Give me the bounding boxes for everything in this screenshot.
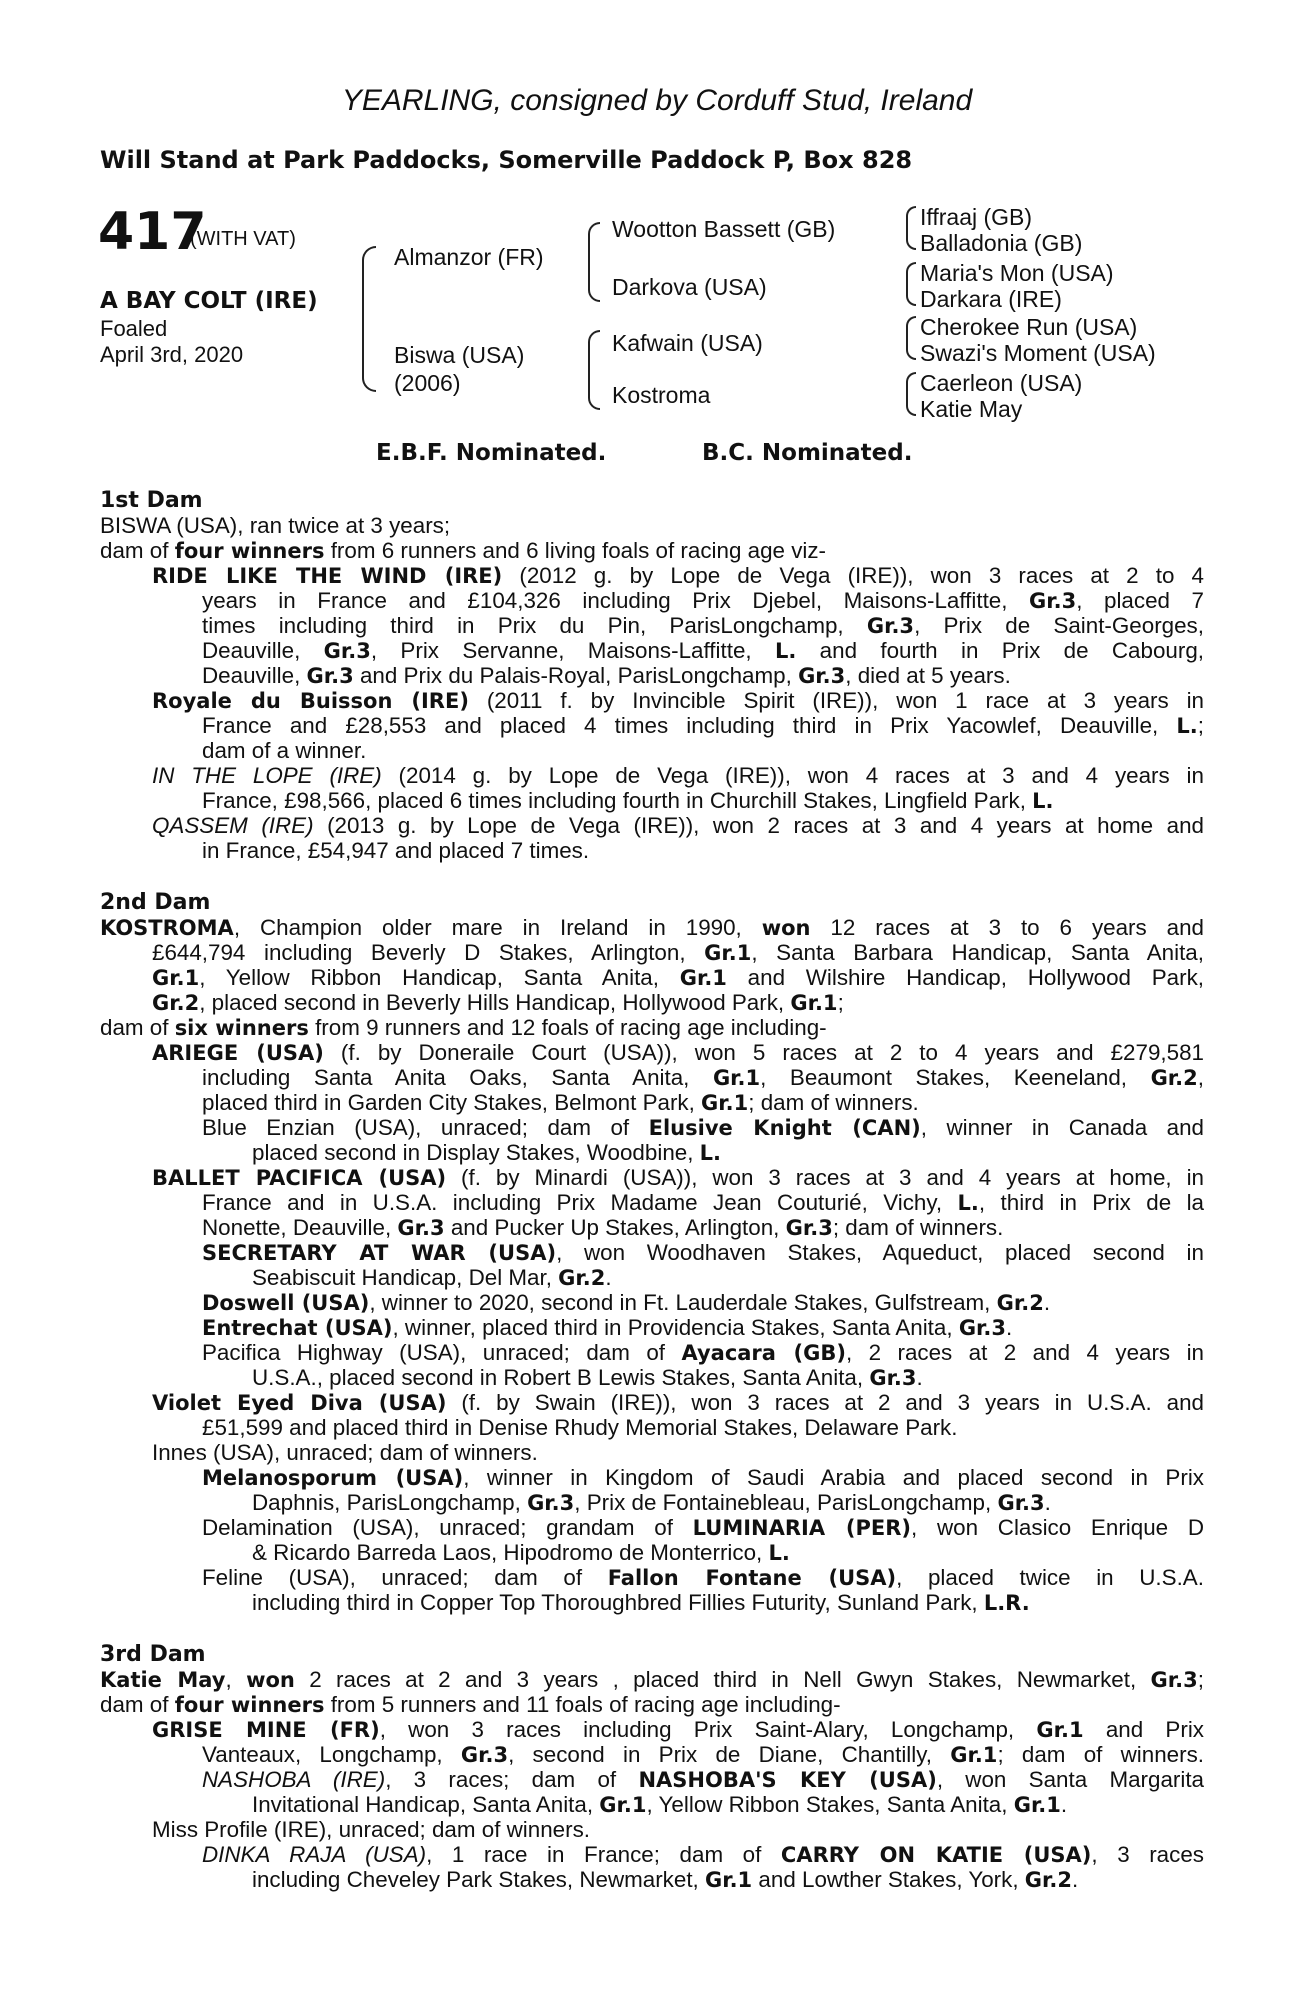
second-dam-line: Daphnis, ParisLongchamp, Gr.3, Prix de Fontainebleau, ParisLongchamp, Gr.3. bbox=[252, 1490, 1051, 1515]
first-dam-line: years in France and £104,326 including Prix Djebel, Maisons-Laffitte, Gr.3, placed 7 bbox=[202, 588, 1204, 613]
first-dam-line: France, £98,566, placed 6 times including fourth in Churchill Stakes, Lingfield Park, L. bbox=[202, 788, 1054, 813]
third-dam-line: NASHOBA (IRE), 3 races; dam of NASHOBA'S KEY (USA), won Santa Margarita bbox=[202, 1767, 1205, 1792]
pedigree-brace-dam bbox=[588, 330, 600, 410]
second-dam-line: KOSTROMA, Champion older mare in Ireland in 1990, won 12 races at 3 to 6 years and bbox=[100, 915, 1204, 940]
pedigree-g4: Darkara (IRE) bbox=[920, 286, 1062, 312]
pedigree-brace-g34 bbox=[906, 262, 916, 306]
bc-nomination: B.C. Nominated. bbox=[702, 440, 913, 466]
third-dam-line: DINKA RAJA (USA), 1 race in France; dam of CARRY ON KATIE (USA), 3 races bbox=[202, 1842, 1204, 1867]
stand-location: Will Stand at Park Paddocks, Somerville Paddock P, Box 828 bbox=[100, 146, 913, 174]
second-dam-line: dam of six winners from 9 runners and 12 foals of racing age including- bbox=[100, 1015, 827, 1040]
pedigree-brace-g78 bbox=[906, 372, 916, 416]
second-dam-line: BALLET PACIFICA (USA) (f. by Minardi (USA)), won 3 races at 3 and 4 years at home, in bbox=[152, 1165, 1204, 1190]
second-dam-line: ARIEGE (USA) (f. by Doneraile Court (USA)), won 5 races at 2 to 4 years and £279,581 bbox=[152, 1040, 1204, 1065]
pedigree-sire-sire: Wootton Bassett (GB) bbox=[612, 216, 836, 242]
second-dam-line: U.S.A., placed second in Robert B Lewis Stakes, Santa Anita, Gr.3. bbox=[252, 1365, 923, 1390]
second-dam-line: Blue Enzian (USA), unraced; dam of Elusive Knight (CAN), winner in Canada and bbox=[202, 1115, 1205, 1140]
first-dam-line: France and £28,553 and placed 4 times including third in Prix Yacowlef, Deauville, L.; bbox=[202, 713, 1204, 738]
pedigree-dam-sire: Kafwain (USA) bbox=[612, 330, 763, 356]
first-dam-line: in France, £54,947 and placed 7 times. bbox=[202, 838, 590, 863]
second-dam-line: placed third in Garden City Stakes, Belmont Park, Gr.1; dam of winners. bbox=[202, 1090, 919, 1115]
pedigree-brace-g56 bbox=[906, 316, 916, 360]
second-dam-line: France and in U.S.A. including Prix Madame Jean Couturié, Vichy, L., third in Prix de la bbox=[202, 1190, 1205, 1215]
pedigree-g1: Iffraaj (GB) bbox=[920, 204, 1033, 230]
second-dam-line: Melanosporum (USA), winner in Kingdom of Saudi Arabia and placed second in Prix bbox=[202, 1465, 1204, 1490]
second-dam-line: including third in Copper Top Thoroughbred Fillies Futurity, Sunland Park, L.R. bbox=[252, 1590, 1030, 1615]
first-dam-line: Royale du Buisson (IRE) (2011 f. by Invincible Spirit (IRE)), won 1 race at 3 years in bbox=[152, 688, 1204, 713]
pedigree-brace-main bbox=[362, 246, 376, 392]
lot-title: A BAY COLT (IRE) bbox=[100, 288, 318, 314]
foaled-info bbox=[100, 316, 243, 368]
first-dam-line: Deauville, Gr.3 and Prix du Palais-Royal, ParisLongchamp, Gr.3, died at 5 years. bbox=[202, 663, 1011, 688]
foaled-label: Foaled bbox=[100, 316, 168, 341]
second-dam-line: Entrechat (USA), winner, placed third in Providencia Stakes, Santa Anita, Gr.3. bbox=[202, 1315, 1013, 1340]
second-dam-line: including Santa Anita Oaks, Santa Anita, Gr.1, Beaumont Stakes, Keeneland, Gr.2, bbox=[202, 1065, 1204, 1090]
second-dam-line: Violet Eyed Diva (USA) (f. by Swain (IRE)), won 3 races at 2 and 3 years in U.S.A. and bbox=[152, 1390, 1204, 1415]
ebf-nomination: E.B.F. Nominated. bbox=[376, 440, 607, 466]
second-dam-line: £51,599 and placed third in Denise Rhudy Memorial Stakes, Delaware Park. bbox=[202, 1415, 958, 1440]
foaled-date: April 3rd, 2020 bbox=[100, 342, 244, 367]
pedigree-g6: Swazi's Moment (USA) bbox=[920, 340, 1156, 366]
third-dam-heading: 3rd Dam bbox=[100, 1642, 206, 1667]
pedigree-brace-sire bbox=[588, 222, 600, 302]
second-dam-line: Pacifica Highway (USA), unraced; dam of Ayacara (GB), 2 races at 2 and 4 years in bbox=[202, 1340, 1204, 1365]
third-dam-line: Miss Profile (IRE), unraced; dam of winners. bbox=[152, 1817, 591, 1842]
pedigree-dam: Biswa (USA) bbox=[394, 342, 525, 368]
first-dam-line: dam of four winners from 6 runners and 6 living foals of racing age viz- bbox=[100, 538, 827, 563]
pedigree-g8: Katie May bbox=[920, 396, 1023, 422]
pedigree-brace-g12 bbox=[906, 206, 916, 250]
second-dam-line: Feline (USA), unraced; dam of Fallon Fontane (USA), placed twice in U.S.A. bbox=[202, 1565, 1204, 1590]
first-dam-heading: 1st Dam bbox=[100, 488, 203, 513]
third-dam-line: dam of four winners from 5 runners and 11 foals of racing age including- bbox=[100, 1692, 841, 1717]
first-dam-line: IN THE LOPE (IRE) (2014 g. by Lope de Vega (IRE)), won 4 races at 3 and 4 years in bbox=[152, 763, 1204, 788]
first-dam-line: BISWA (USA), ran twice at 3 years; bbox=[100, 513, 451, 538]
second-dam-line: Gr.1, Yellow Ribbon Handicap, Santa Anita, Gr.1 and Wilshire Handicap, Hollywood Park, bbox=[152, 965, 1205, 990]
consignment-line: YEARLING, consigned by Corduff Stud, Ireland bbox=[341, 84, 973, 117]
third-dam-line: including Cheveley Park Stakes, Newmarket, Gr.1 and Lowther Stakes, York, Gr.2. bbox=[252, 1867, 1079, 1892]
third-dam-line: Katie May, won 2 races at 2 and 3 years , placed third in Nell Gwyn Stakes, Newmarket, Gr.3; bbox=[100, 1667, 1204, 1692]
first-dam-line: dam of a winner. bbox=[202, 738, 367, 763]
pedigree-sire-dam: Darkova (USA) bbox=[612, 274, 767, 300]
second-dam-line: £644,794 including Beverly D Stakes, Arlington, Gr.1, Santa Barbara Handicap, Santa Anita, bbox=[152, 940, 1204, 965]
first-dam-line: RIDE LIKE THE WIND (IRE) (2012 g. by Lope de Vega (IRE)), won 3 races at 2 to 4 bbox=[152, 563, 1204, 588]
third-dam-line: GRISE MINE (FR), won 3 races including Prix Saint-Alary, Longchamp, Gr.1 and Prix bbox=[152, 1717, 1204, 1742]
pedigree-g3: Maria's Mon (USA) bbox=[920, 260, 1114, 286]
second-dam-line: Seabiscuit Handicap, Del Mar, Gr.2. bbox=[252, 1265, 612, 1290]
second-dam-line: placed second in Display Stakes, Woodbine, L. bbox=[252, 1140, 722, 1165]
third-dam-line: Vanteaux, Longchamp, Gr.3, second in Prix de Diane, Chantilly, Gr.1; dam of winners. bbox=[202, 1742, 1204, 1767]
first-dam-line: QASSEM (IRE) (2013 g. by Lope de Vega (IRE)), won 2 races at 3 and 4 years at home and bbox=[152, 813, 1205, 838]
second-dam-line: & Ricardo Barreda Laos, Hipodromo de Monterrico, L. bbox=[252, 1540, 790, 1565]
second-dam-line: Gr.2, placed second in Beverly Hills Handicap, Hollywood Park, Gr.1; bbox=[152, 990, 844, 1015]
pedigree-g5: Cherokee Run (USA) bbox=[920, 314, 1138, 340]
second-dam-heading: 2nd Dam bbox=[100, 890, 211, 915]
first-dam-line: times including third in Prix du Pin, ParisLongchamp, Gr.3, Prix de Saint-Georges, bbox=[202, 613, 1204, 638]
pedigree-g2: Balladonia (GB) bbox=[920, 230, 1083, 256]
vat-note: (WITH VAT) bbox=[190, 228, 296, 250]
pedigree-dam-year: (2006) bbox=[394, 370, 461, 396]
second-dam-line: Doswell (USA), winner to 2020, second in Ft. Lauderdale Stakes, Gulfstream, Gr.2. bbox=[202, 1290, 1051, 1315]
lot-number: 417 bbox=[98, 202, 207, 262]
third-dam-line: Invitational Handicap, Santa Anita, Gr.1, Yellow Ribbon Stakes, Santa Anita, Gr.1. bbox=[252, 1792, 1068, 1817]
first-dam-line: Deauville, Gr.3, Prix Servanne, Maisons-Laffitte, L. and fourth in Prix de Cabourg, bbox=[202, 638, 1204, 663]
second-dam-line: Nonette, Deauville, Gr.3 and Pucker Up Stakes, Arlington, Gr.3; dam of winners. bbox=[202, 1215, 1004, 1240]
second-dam-line: SECRETARY AT WAR (USA), won Woodhaven Stakes, Aqueduct, placed second in bbox=[202, 1240, 1204, 1265]
second-dam-line: Innes (USA), unraced; dam of winners. bbox=[152, 1440, 538, 1465]
pedigree-sire: Almanzor (FR) bbox=[394, 244, 544, 270]
second-dam-line: Delamination (USA), unraced; grandam of LUMINARIA (PER), won Clasico Enrique D bbox=[202, 1515, 1204, 1540]
pedigree-g7: Caerleon (USA) bbox=[920, 370, 1083, 396]
pedigree-dam-dam: Kostroma bbox=[612, 382, 711, 408]
